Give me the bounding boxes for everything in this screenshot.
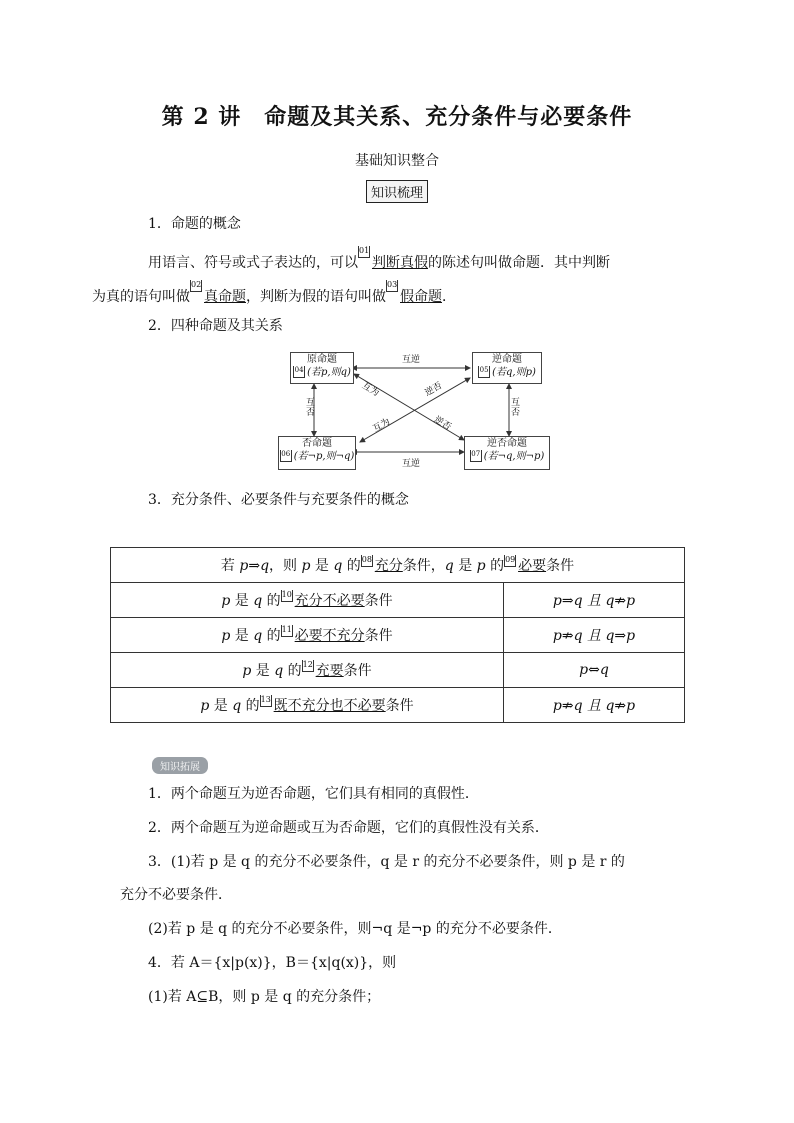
conv-name: 逆命题	[492, 354, 522, 365]
original-proposition-box	[290, 352, 354, 384]
r0-t4: 的	[342, 558, 361, 574]
text-condition: 条件	[364, 593, 393, 609]
relation-cell: p⇏q 且 q⇒p	[504, 618, 685, 653]
r0-t7: 的	[485, 558, 505, 574]
condition-cell	[111, 653, 504, 688]
table-row	[111, 653, 685, 688]
ext-item-3: 3．(1)若 p 是 q 的充分不必要条件，q 是 r 的充分不必要条件，则 p 是 r 的	[148, 854, 625, 870]
r0-q: q	[260, 558, 270, 574]
r0-t1: 若	[220, 558, 240, 574]
answer-number: 10	[281, 590, 293, 602]
answer-number: 09	[504, 555, 516, 567]
text-de: 的	[262, 593, 281, 609]
text-is: 是	[234, 593, 249, 609]
var-q: q	[253, 628, 263, 644]
var-p: p	[200, 698, 210, 714]
rel-diag-label-2: 逆否	[423, 380, 445, 399]
answer-number: 07	[470, 450, 482, 462]
answer-number: 12	[302, 660, 314, 672]
relation-cell: p⇏q 且 q⇏p	[504, 688, 685, 723]
answer-number: 03	[386, 280, 398, 292]
s1-paragraph	[92, 246, 680, 314]
text-is: 是	[255, 663, 270, 679]
s1-text-4: ，判断为假的语句叫做	[246, 289, 386, 305]
answer-number: 02	[190, 280, 202, 292]
r0-t5: 条件，	[402, 558, 445, 574]
text-is: 是	[234, 628, 249, 644]
four-propositions-diagram	[276, 348, 556, 474]
s2-heading: 2．四种命题及其关系	[148, 318, 283, 334]
var-q: q	[274, 663, 284, 679]
answer-cell: 充分不必要	[294, 593, 365, 609]
answer-number: 13	[260, 695, 272, 707]
contrapositive-proposition-box	[464, 436, 550, 470]
answer-number: 05	[478, 366, 490, 378]
answer-number: 06	[280, 450, 292, 462]
text-condition: 条件	[364, 628, 393, 644]
contra-form: (若¬q,则¬p)	[483, 451, 545, 462]
inv-form: (若¬p,则¬q)	[293, 451, 355, 462]
table-header-cell	[111, 548, 685, 583]
table-row	[111, 618, 685, 653]
conv-form: (若q,则p)	[492, 367, 536, 378]
var-q: q	[253, 593, 263, 609]
var-p: p	[221, 593, 231, 609]
var-p: p	[242, 663, 252, 679]
r0-q3: q	[444, 558, 454, 574]
r0-t6: 是	[453, 558, 477, 574]
answer-number: 11	[281, 625, 293, 637]
ext-item-2: 2．两个命题互为逆命题或互为否命题，它们的真假性没有关系．	[148, 820, 549, 836]
var-p: p	[221, 628, 231, 644]
ext-item-3-2: (2)若 p 是 q 的充分不必要条件，则¬q 是¬p 的充分不必要条件．	[148, 921, 562, 937]
inv-form-line	[279, 450, 355, 463]
r0-p: p	[239, 558, 249, 574]
s1-heading: 1．命题的概念	[148, 216, 241, 232]
var-q: q	[232, 698, 242, 714]
s1-text-5: ．	[442, 289, 456, 305]
knowledge-extension-tag: 知识拓展	[152, 757, 208, 774]
answer-cell: 必要不充分	[294, 628, 365, 644]
answer-judge: 判断真假	[372, 255, 428, 271]
relation-cell: p⇔q	[504, 653, 685, 688]
ext-item-4: 4．若 A＝{x|p(x)}，B＝{x|q(x)}，则	[148, 955, 397, 971]
condition-cell	[111, 688, 504, 723]
r0-p3: p	[476, 558, 486, 574]
contra-name: 逆否命题	[487, 438, 527, 449]
condition-cell	[111, 583, 504, 618]
box-label-wrap	[0, 180, 794, 203]
orig-form-line	[291, 366, 353, 379]
text-de: 的	[262, 628, 281, 644]
orig-form: (若p,则q)	[307, 367, 351, 378]
text-de: 的	[241, 698, 260, 714]
ext-item-1: 1．两个命题互为逆否命题，它们具有相同的真假性．	[148, 786, 479, 802]
r0-q2: q	[333, 558, 343, 574]
rel-left-label: 互否	[306, 398, 316, 418]
answer-number: 08	[361, 555, 373, 567]
page-title: 第 2 讲 命题及其关系、充分条件与必要条件	[161, 104, 633, 130]
conv-form-line	[473, 366, 541, 379]
ext-item-4-1: (1)若 A⊆B，则 p 是 q 的充分条件；	[148, 989, 381, 1005]
s1-text-2: 的陈述句叫做命题．其中判断	[428, 255, 610, 271]
s3-heading: 3．充分条件、必要条件与充要条件的概念	[148, 492, 409, 508]
inv-name: 否命题	[302, 438, 332, 449]
text-de: 的	[283, 663, 302, 679]
condition-cell	[111, 618, 504, 653]
relation-cell: p⇒q 且 q⇏p	[504, 583, 685, 618]
text-condition: 条件	[343, 663, 372, 679]
knowledge-box-label: 知识梳理	[366, 180, 428, 203]
rel-bottom-label: 互逆	[402, 459, 421, 469]
r0-t3: 是	[310, 558, 334, 574]
table-row	[111, 688, 685, 723]
table-row	[111, 548, 685, 583]
rel-top-label: 互逆	[402, 355, 421, 365]
r0-t2: ，则	[269, 558, 302, 574]
rel-right-label: 互否	[511, 398, 521, 418]
s1-text-3: 为真的语句叫做	[92, 289, 190, 305]
contra-form-line	[465, 450, 549, 463]
r0-t8: 条件	[546, 558, 575, 574]
rel-diag-label-4: 逆否	[431, 414, 453, 433]
r0-imp: ⇒	[248, 558, 261, 574]
r0-p2: p	[301, 558, 311, 574]
converse-proposition-box	[472, 352, 542, 384]
rel-diag-label-3: 互为	[371, 416, 393, 435]
answer-necessary: 必要	[518, 558, 547, 574]
s1-text-1: 用语言、符号或式子表达的，可以	[148, 255, 358, 271]
condition-table	[110, 547, 685, 723]
ext-item-3-cont: 充分不必要条件．	[120, 887, 232, 903]
answer-number: 01	[358, 246, 370, 258]
table-row	[111, 583, 685, 618]
answer-sufficient: 充分	[374, 558, 403, 574]
text-condition: 条件	[385, 698, 414, 714]
text-is: 是	[213, 698, 228, 714]
answer-cell: 充要	[315, 663, 344, 679]
answer-false: 假命题	[400, 289, 442, 305]
rel-diag-label-1: 互为	[359, 380, 381, 399]
section-subtitle: 基础知识整合	[355, 153, 439, 169]
orig-name: 原命题	[307, 354, 337, 365]
answer-number: 04	[293, 366, 305, 378]
answer-cell: 既不充分也不必要	[273, 698, 386, 714]
answer-true: 真命题	[204, 289, 246, 305]
inverse-proposition-box	[278, 436, 356, 470]
